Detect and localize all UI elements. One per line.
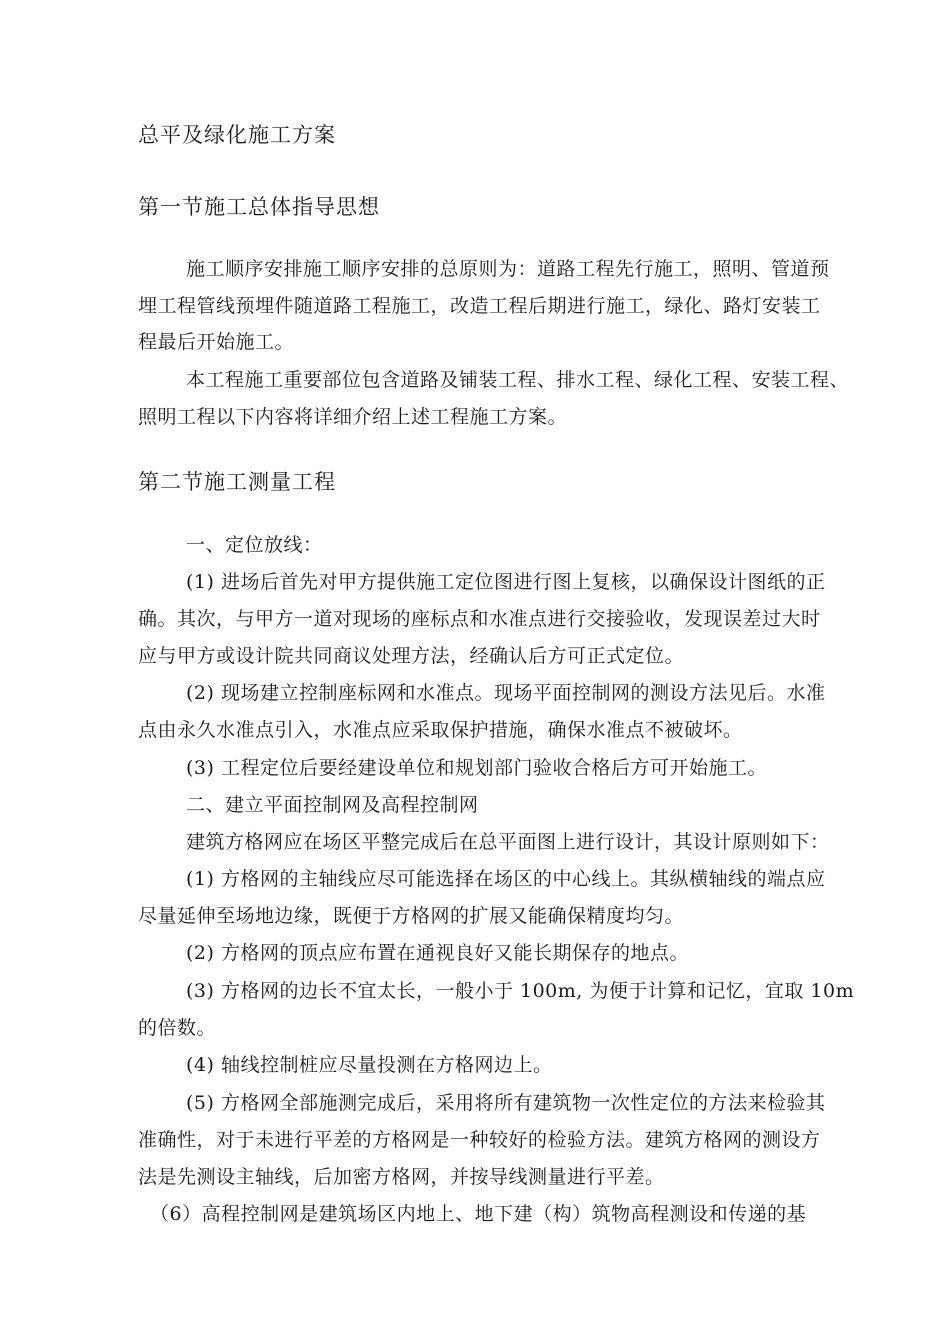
- paragraph-line: (5) 方格网全部施测完成后，采用将所有建筑物一次性定位的方法来检验其: [186, 1092, 826, 1114]
- paragraph-line: (2) 现场建立控制座标网和水准点。现场平面控制网的测设方法见后。水准: [186, 682, 826, 704]
- document-title: 总平及绿化施工方案: [138, 123, 336, 147]
- paragraph-line: (4) 轴线控制桩应尽量投测在方格网边上。: [186, 1054, 553, 1076]
- paragraph-line: 施工顺序安排施工顺序安排的总原则为：道路工程先行施工，照明、管道预: [186, 258, 830, 280]
- paragraph-line: 法是先测设主轴线，后加密方格网，并按导线测量进行平差。: [138, 1166, 665, 1188]
- paragraph-line: 确。其次，与甲方一道对现场的座标点和水准点进行交接验收，发现误差过大时: [138, 608, 821, 630]
- paragraph-line: (3) 工程定位后要经建设单位和规划部门验收合格后方可开始施工。: [186, 757, 767, 779]
- paragraph-line: (3) 方格网的边长不宜太长，一般小于 100m, 为便于计算和记忆，宜取 10m: [186, 980, 855, 1002]
- paragraph-line: 照明工程以下内容将详细介绍上述工程施工方案。: [138, 406, 568, 428]
- paragraph-line: 准确性，对于未进行平差的方格网是一种较好的检验方法。建筑方格网的测设方: [138, 1129, 821, 1151]
- paragraph-line: （6）高程控制网是建筑场区内地上、地下建（构）筑物高程测设和传递的基: [150, 1203, 807, 1225]
- paragraph-line: 的倍数。: [138, 1017, 217, 1039]
- paragraph-line: 二、建立平面控制网及高程控制网: [186, 794, 479, 816]
- paragraph-line: 本工程施工重要部位包含道路及铺装工程、排水工程、绿化工程、安装工程、: [186, 369, 850, 391]
- paragraph-line: 建筑方格网应在场区平整完成后在总平面图上进行设计，其设计原则如下：: [186, 831, 830, 853]
- paragraph-line: (2) 方格网的顶点应布置在通视良好又能长期保存的地点。: [186, 942, 689, 964]
- section-heading-2: 第二节施工测量工程: [138, 470, 336, 494]
- paragraph-line: 程最后开始施工。: [138, 331, 295, 353]
- paragraph-line: 尽量延伸至场地边缘，既便于方格网的扩展又能确保精度均匀。: [138, 905, 685, 927]
- paragraph-line: 点由永久水准点引入，水准点应采取保护措施，确保水准点不被破坏。: [138, 719, 743, 741]
- section-heading-1: 第一节施工总体指导思想: [138, 195, 380, 219]
- paragraph-line: (1) 方格网的主轴线应尽可能选择在场区的中心线上。其纵横轴线的端点应: [186, 868, 826, 890]
- paragraph-line: (1) 进场后首先对甲方提供施工定位图进行图上复核，以确保设计图纸的正: [186, 571, 826, 593]
- paragraph-line: 应与甲方或设计院共同商议处理方法，经确认后方可正式定位。: [138, 645, 685, 667]
- paragraph-line: 一、定位放线：: [186, 534, 323, 556]
- paragraph-line: 埋工程管线预埋件随道路工程施工，改造工程后期进行施工，绿化、路灯安装工: [138, 295, 821, 317]
